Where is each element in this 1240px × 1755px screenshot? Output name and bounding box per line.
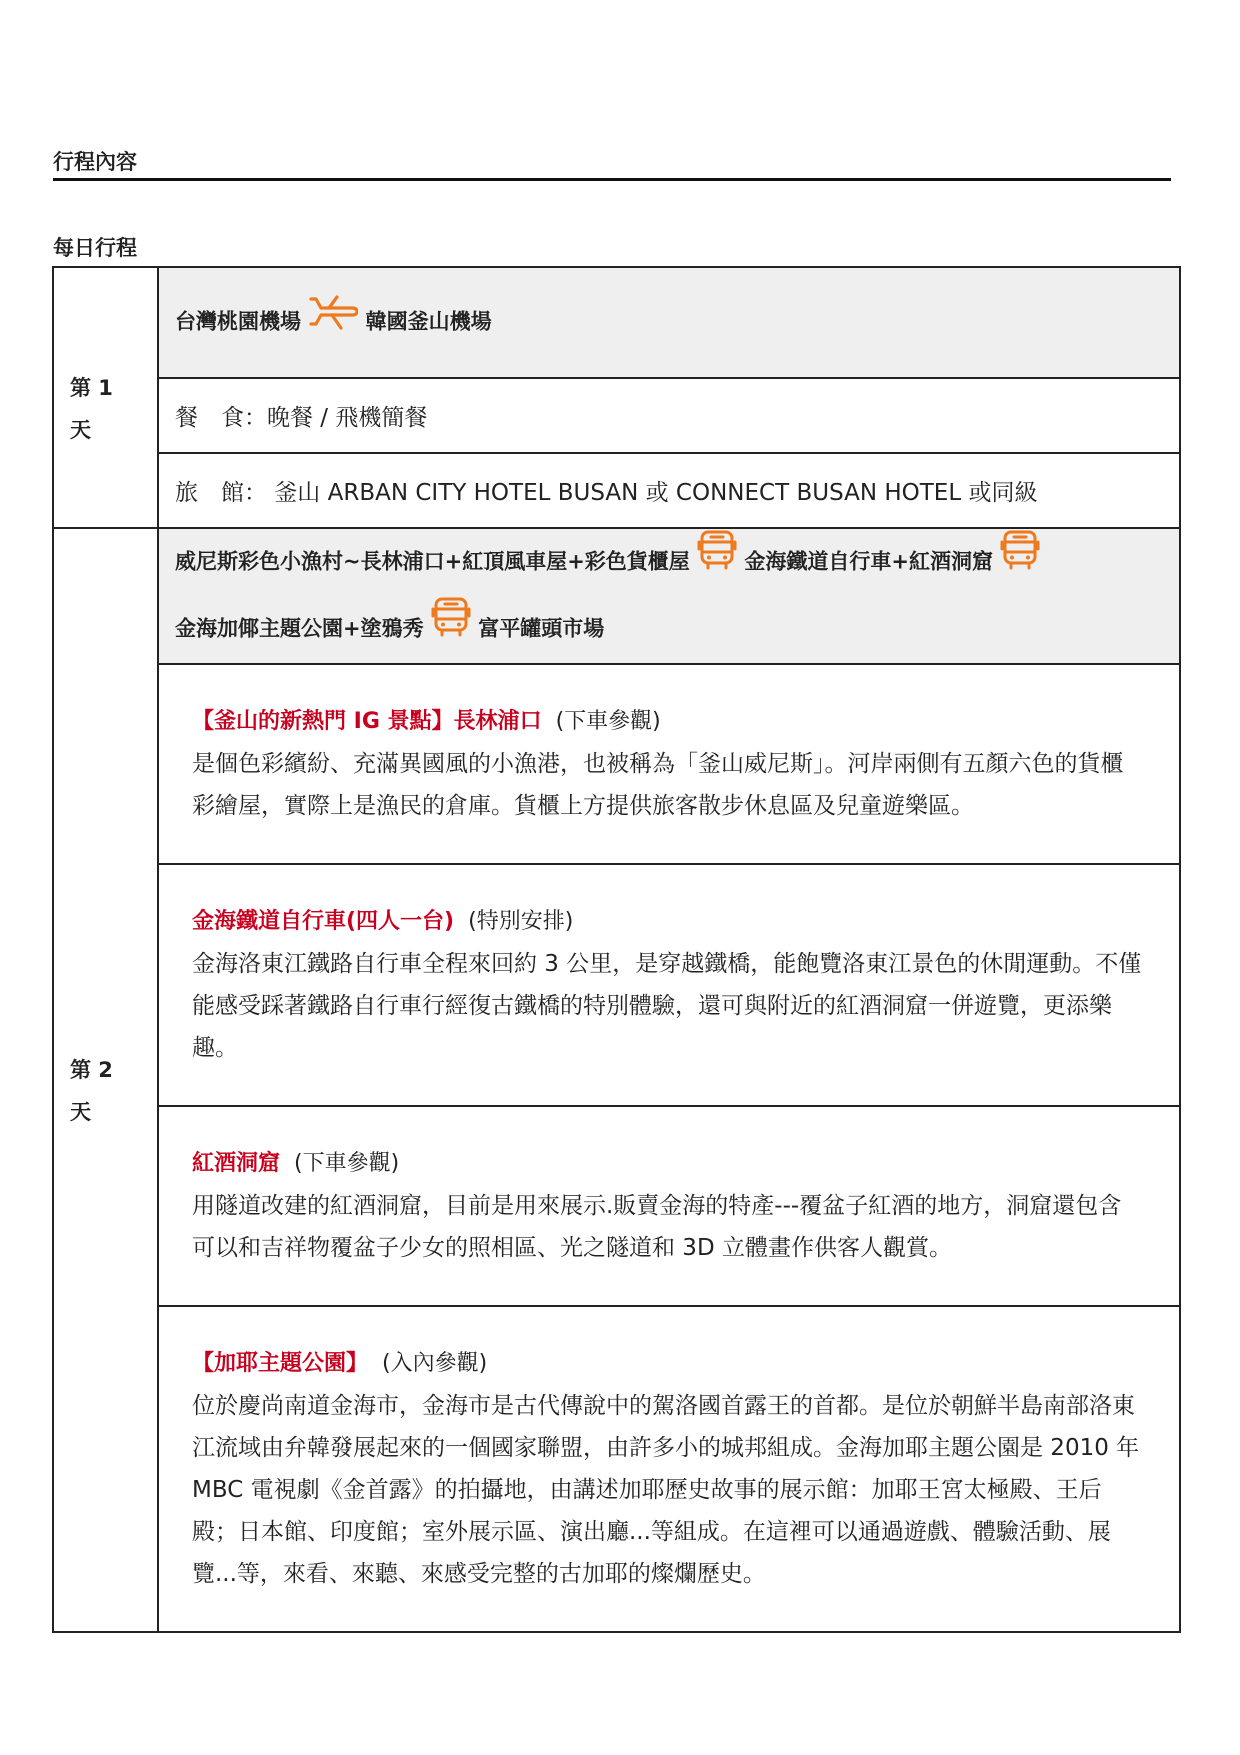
day1-hotel: 旅 館： 釜山 ARBAN CITY HOTEL BUSAN 或 CONNECT BUSAN HOTEL 或同級 bbox=[158, 453, 1180, 528]
attraction-wine-cave bbox=[158, 1106, 1180, 1306]
attraction-jangnim-port bbox=[158, 664, 1180, 864]
day1-route-to: 韓國釜山機場 bbox=[365, 309, 492, 334]
airplane-icon bbox=[308, 295, 358, 350]
attraction-row bbox=[53, 664, 1180, 864]
day2-route-seg4: 富平罐頭市場 bbox=[478, 616, 605, 641]
section-divider bbox=[53, 178, 1171, 181]
bus-icon bbox=[697, 529, 737, 596]
daily-itinerary-title: 每日行程 bbox=[53, 236, 137, 260]
attraction-title: 金海鐵道自行車(四人一台) bbox=[192, 909, 455, 934]
bus-icon bbox=[1000, 529, 1040, 596]
attraction-row bbox=[53, 1306, 1180, 1632]
day1-meals: 餐 食：晚餐 / 飛機簡餐 bbox=[158, 378, 1180, 453]
day2-label-unit: 天 bbox=[70, 1100, 91, 1124]
day2-route-seg2: 金海鐵道自行車+紅酒洞窟 bbox=[744, 549, 994, 574]
day2-route-seg1: 威尼斯彩色小漁村~長林浦口+紅頂風車屋+彩色貨櫃屋 bbox=[175, 549, 690, 574]
itinerary-table bbox=[52, 266, 1181, 1633]
attraction-gaya-theme-park bbox=[158, 1306, 1180, 1632]
day2-route-row bbox=[53, 528, 1180, 664]
bus-icon bbox=[431, 596, 471, 663]
attraction-rail-bike bbox=[158, 864, 1180, 1106]
attraction-title: 【加耶主題公園】 bbox=[192, 1351, 369, 1376]
attraction-note: (特別安排) bbox=[468, 909, 574, 934]
attraction-row bbox=[53, 1106, 1180, 1306]
day1-route-row bbox=[53, 267, 1180, 378]
attraction-description: 用隧道改建的紅酒洞窟，目前是用來展示.販賣金海的特產---覆盆子紅酒的地方，洞窟還包含可以和吉祥物覆盆子少女的照相區、光之隧道和 3D 立體畫作供客人觀賞。 bbox=[192, 1193, 1122, 1261]
attraction-description: 金海洛東江鐵路自行車全程來回約 3 公里，是穿越鐵橋，能飽覽洛東江景色的休閒運動。不僅能感受踩著鐵路自行車行經復古鐵橋的特別體驗，還可與附近的紅酒洞窟一併遊覽，更添樂趣。 bbox=[192, 951, 1142, 1061]
day2-label bbox=[53, 528, 158, 1632]
attraction-title: 【釜山的新熱門 IG 景點】長林浦口 bbox=[192, 709, 542, 734]
attraction-row bbox=[53, 864, 1180, 1106]
attraction-title-line bbox=[192, 1343, 1143, 1385]
attraction-description: 是個色彩繽紛、充滿異國風的小漁港，也被稱為「釜山威尼斯」。河岸兩側有五顏六色的貨櫃彩繪屋，實際上是漁民的倉庫。貨櫃上方提供旅客散步休息區及兒童遊樂區。 bbox=[192, 751, 1124, 819]
attraction-title-line bbox=[192, 1143, 1143, 1185]
day2-label-number: 第 2 bbox=[70, 1058, 113, 1082]
day2-route-seg3: 金海加倻主題公園+塗鴉秀 bbox=[175, 616, 424, 641]
day1-hotel-row bbox=[53, 453, 1180, 528]
attraction-title: 紅酒洞窟 bbox=[192, 1151, 281, 1176]
attraction-description: 位於慶尚南道金海市，金海市是古代傳說中的駕洛國首露王的首都。是位於朝鮮半島南部洛東江流域由弁韓發展起來的一個國家聯盟，由許多小的城邦組成。金海加耶主題公園是 2010 年 MBC 電視劇《金首露》的拍攝地，由講述加耶歷史故事的展示館：加耶王宮太極殿、王后殿；日本館、印度館；室外展示區、演出廳...等組成。在這裡可以通過遊戲、體驗活動、展覽...等，來看、來聽、來感受完整的古加耶的燦爛歷史。 bbox=[192, 1393, 1140, 1587]
day1-route bbox=[158, 267, 1180, 378]
attraction-note: (下車參觀) bbox=[294, 1151, 400, 1176]
day1-meals-row bbox=[53, 378, 1180, 453]
day1-route-from: 台灣桃園機場 bbox=[175, 309, 301, 334]
day1-label-number: 第 1 bbox=[70, 375, 113, 400]
attraction-title-line bbox=[192, 901, 1143, 943]
attraction-title-line bbox=[192, 701, 1143, 743]
day1-label bbox=[53, 267, 158, 528]
attraction-note: (下車參觀) bbox=[555, 709, 661, 734]
day1-label-unit: 天 bbox=[70, 417, 91, 442]
section-title: 行程內容 bbox=[53, 150, 137, 174]
attraction-note: (入內參觀) bbox=[382, 1351, 488, 1376]
day2-route bbox=[158, 528, 1180, 664]
